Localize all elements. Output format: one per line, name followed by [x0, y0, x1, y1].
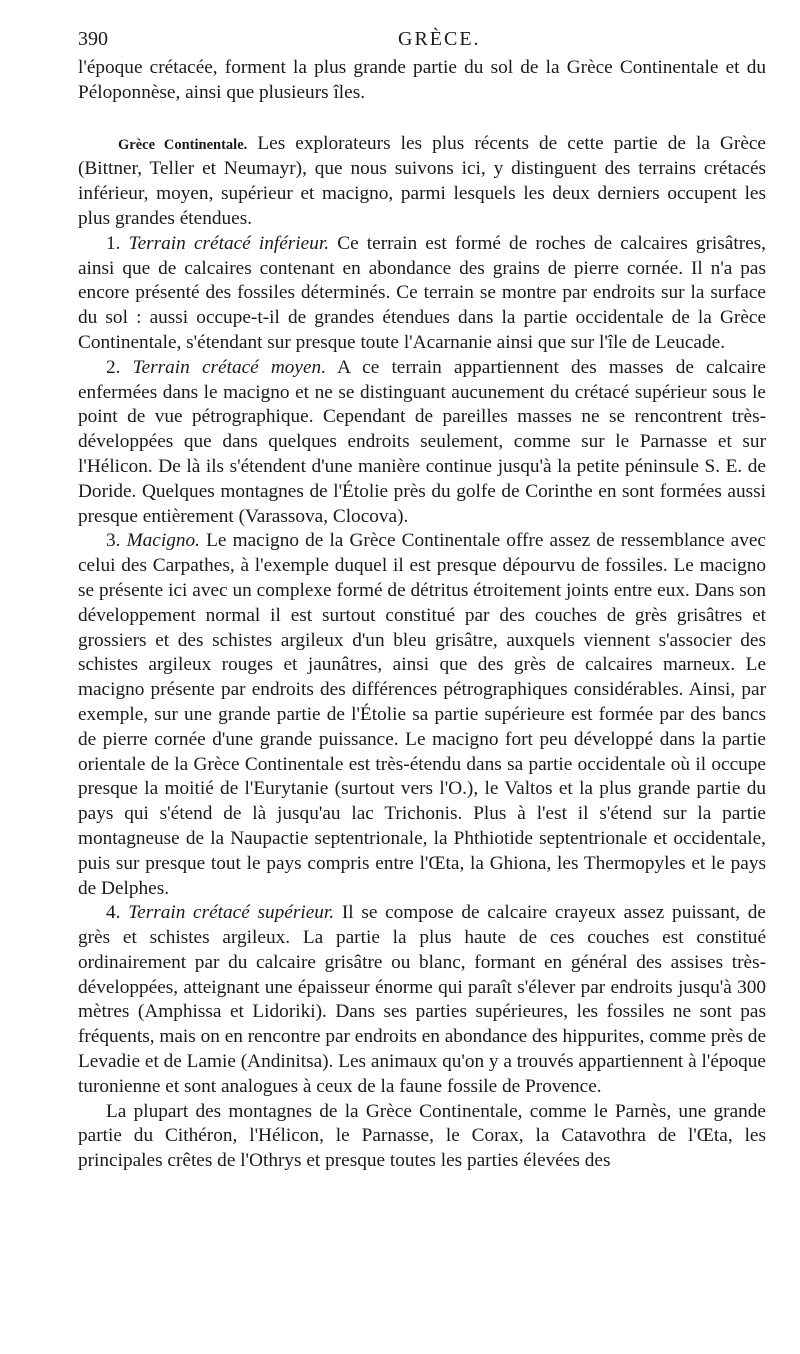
paragraph-item-2	[78, 356, 766, 530]
item-title: Terrain crétacé inférieur.	[128, 232, 330, 254]
item-number: 4.	[106, 902, 121, 924]
running-head: GRÈCE.	[398, 28, 481, 50]
paragraph-closing: La plupart des montagnes de la Grèce Continentale, comme le Parnès, une grande partie du Cithéron, l'Hélicon, le Parnasse, le Corax, la Catavothra de l'Œta, les principales crêtes de l'Othrys et presque toutes les parties élevées des	[78, 1100, 766, 1172]
paragraph-text: Il se compose de calcaire crayeux assez puissant, de grès et schistes argileux. La partie la plus haute de ces couches est constitué ordinairement par du calcaire grisâtre ou blanc, formant en général des assises très-développées, atteignant une épaisseur énorme qui paraît s'élever par endroits jusqu'à 300 mètres (Amphissa et Lidoriki). Dans ses parties supérieures, les fossiles ne sont pas fréquents, mais on en rencontre par endroits en abondance des hippurites, comme près de Levadie et de Lamie (Andinitsa). Les animaux qu'on y a trouvés appartiennent à l'époque turonienne et sont analogues à ceux de la faune fossile de Provence.	[78, 902, 766, 1097]
paragraph-text: Ce terrain est formé de roches de calcaires grisâtres, ainsi que de calcaires contenant en abondance des grains de pierre cornée. Il n'a pas encore présenté des fossiles déterminés. Ce terrain se montre par endroits sur la surface du sol : aussi occupe-t-il de grandes étendues dans la partie occidentale de la Grèce Continentale, s'étendant sur presque toute l'Acarnanie ainsi que sur l'île de Leucade.	[78, 232, 766, 353]
paragraph-intro	[78, 132, 766, 232]
paragraph-item-1	[78, 232, 766, 356]
section-heading: Grèce Continentale.	[118, 136, 248, 153]
paragraph-item-4	[78, 901, 766, 1099]
paragraph-text: A ce terrain appartiennent des masses de calcaire enfermées dans le macigno et ne se distinguant aucunement du crétacé supérieur sous le point de vue pétrographique. Cependant de pareilles masses ne se rencontrent très-développées que dans quelques endroits seulement, comme sur le Parnasse et sur l'Hélicon. De là ils s'étendent d'une manière continue jusqu'à la petite péninsule S. E. de Doride. Quelques montagnes de l'Étolie près du golfe de Corinthe en sont formées aussi presque entièrement (Varassova, Clocova).	[78, 356, 766, 527]
page-number: 390	[78, 28, 108, 50]
item-title: Terrain crétacé moyen.	[132, 356, 327, 378]
paragraph-text: Le macigno de la Grèce Continentale offre assez de ressemblance avec celui des Carpathes, à l'exemple duquel il est presque dépourvu de fossiles. Le macigno se présente ici avec un complexe formé de détritus étroitement joints entre eux. Dans son développement normal il est surtout constitué par des couches de grès grisâtres et grossiers et des schistes argileux d'un bleu grisâtre, auxquels viennent s'associer des schistes argileux rouges et jaunâtres, ainsi que des grès de calcaires marneux. Le macigno présente par endroits des différences pétrographiques considérables. Ainsi, par exemple, sur une grande partie de l'Étolie sa partie supérieure est formée par des bancs de pierre cornée d'une grande puissance. Le macigno fort peu développé dans la partie orientale de la Grèce Continentale est très-étendu dans sa partie occidentale où il occupe presque la moitié de l'Eurytanie (surtout vers l'O.), le Valtos et la plus grande partie du pays qui s'étend de là jusqu'au lac Trichonis. Plus à l'est il s'étend sur la partie montagneuse de la Naupactie septentrionale, la Phthiotide septentrionale et occidentale, puis sur presque tout le pays compris entre l'Œta, la Ghiona, les Thermopyles et le pays de Delphes.	[78, 530, 766, 899]
page-header	[78, 22, 766, 56]
paragraph-item-3	[78, 529, 766, 901]
item-number: 3.	[106, 530, 121, 552]
paragraph-continuation: l'époque crétacée, forment la plus grande partie du sol de la Grèce Continentale et du Péloponnèse, ainsi que plusieurs îles.	[78, 57, 766, 103]
item-title: Terrain crétacé supérieur.	[128, 902, 335, 924]
item-title: Macigno.	[126, 530, 200, 552]
paragraph-text: Les explorateurs les plus récents de cette partie de la Grèce (Bittner, Teller et Neumayr), que nous suivons ici, y distinguent des terrains crétacés inférieur, moyen, supérieur et macigno, parmi lesquels les deux derniers occupent les plus grandes étendues.	[78, 132, 766, 229]
item-number: 2.	[106, 356, 121, 378]
item-number: 1.	[106, 232, 121, 254]
